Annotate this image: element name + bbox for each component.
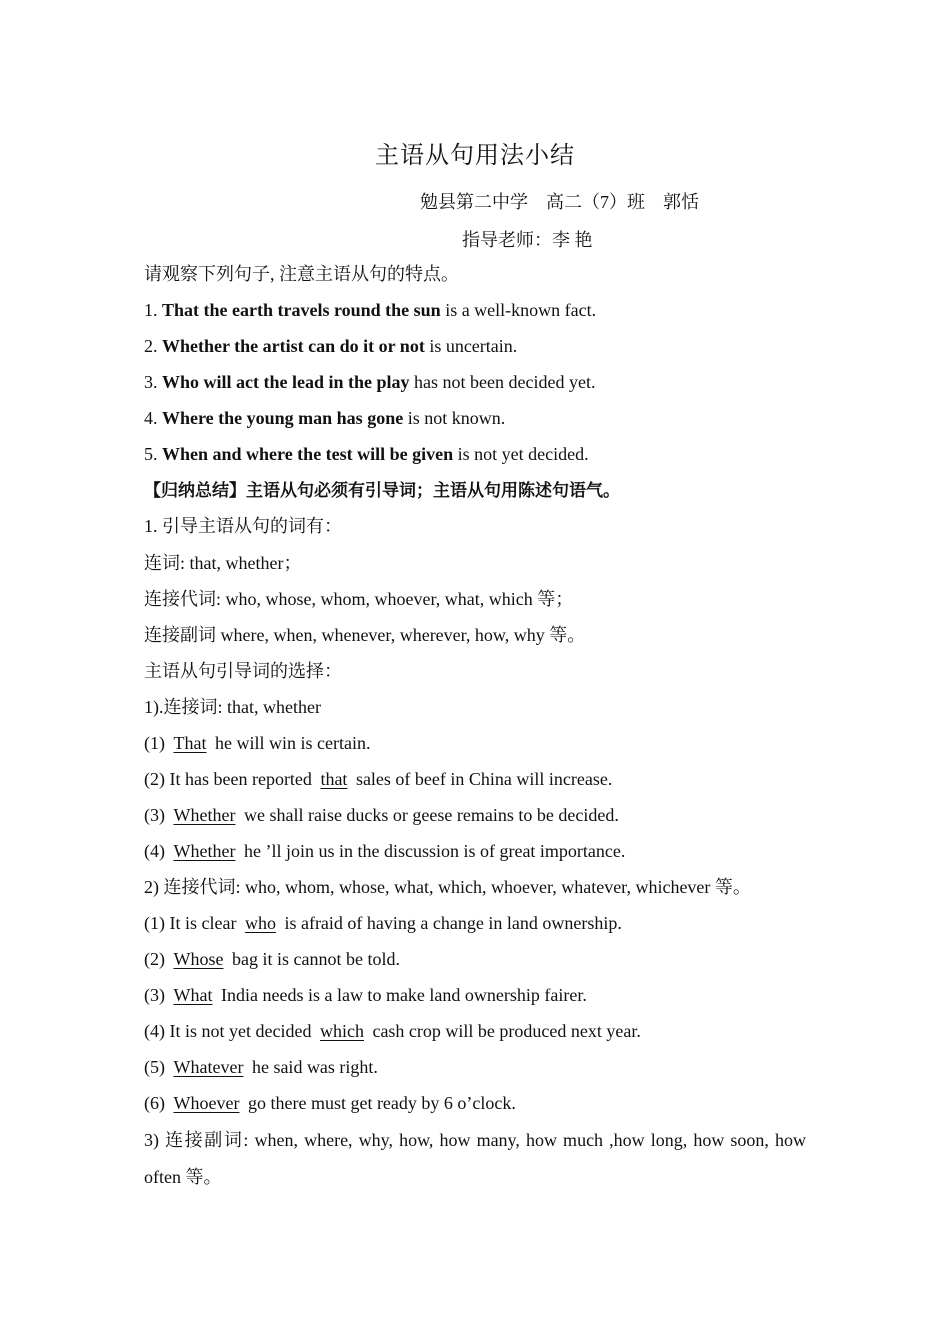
example-clause: Where the young man has gone — [162, 408, 404, 428]
summary-heading: 【归纳总结】主语从句必须有引导词；主语从句用陈述句语气。 — [144, 481, 620, 501]
exercise-item — [144, 803, 619, 827]
example-sentence — [144, 298, 596, 322]
exercise-item — [144, 911, 622, 935]
conjunctions: 连词: that, whether； — [144, 553, 302, 573]
answer-blank: That — [173, 733, 207, 753]
exercise-item — [144, 947, 400, 971]
item-prefix: (1) — [144, 733, 170, 753]
example-clause: That the earth travels round the sun — [162, 300, 441, 320]
example-sentence — [144, 334, 517, 358]
section-1-header: 1).连接词: that, whether — [144, 697, 321, 717]
item-suffix: is afraid of having a change in land ownership. — [279, 913, 622, 933]
answer-blank: Whoever — [173, 1093, 240, 1113]
example-number: 2. — [144, 336, 162, 356]
answer-blank: Whether — [173, 841, 236, 861]
item-prefix: (2) — [144, 949, 170, 969]
exercise-item — [144, 983, 587, 1007]
item-suffix: he said was right. — [247, 1057, 378, 1077]
exercise-item — [144, 1091, 516, 1115]
item-suffix: sales of beef in China will increase. — [351, 769, 613, 789]
example-rest: is a well-known fact. — [440, 300, 597, 320]
example-clause: Who will act the lead in the play — [162, 372, 410, 392]
example-sentence — [144, 370, 595, 394]
example-clause: When and where the test will be given — [162, 444, 454, 464]
example-rest: has not been decided yet. — [409, 372, 596, 392]
item-suffix: he ’ll join us in the discussion is of great importance. — [239, 841, 626, 861]
item-suffix: go there must get ready by 6 o’clock. — [243, 1093, 516, 1113]
exercise-item — [144, 839, 625, 863]
answer-blank: What — [173, 985, 213, 1005]
exercise-item — [144, 1055, 378, 1079]
item-suffix: India needs is a law to make land ownership fairer. — [216, 985, 587, 1005]
answer-blank: Whether — [173, 805, 236, 825]
example-sentence — [144, 442, 589, 466]
example-number: 4. — [144, 408, 162, 428]
example-number: 3. — [144, 372, 162, 392]
item-suffix: bag it is cannot be told. — [227, 949, 400, 969]
example-clause: Whether the artist can do it or not — [162, 336, 425, 356]
item-prefix: (4) It is not yet decided — [144, 1021, 316, 1041]
answer-blank: that — [320, 769, 348, 789]
example-sentence — [144, 406, 505, 430]
item-suffix: cash crop will be produced next year. — [367, 1021, 641, 1041]
answer-blank: which — [319, 1021, 364, 1041]
author-line: 勉县第二中学 高二（7）班 郭恬 — [420, 192, 699, 212]
item-suffix: he will win is certain. — [210, 733, 371, 753]
item-prefix: (3) — [144, 985, 170, 1005]
choice-heading: 主语从句引导词的选择： — [144, 661, 342, 681]
answer-blank: Whatever — [173, 1057, 244, 1077]
example-rest: is not known. — [403, 408, 506, 428]
section-3-header: 3) 连接副词: when, where, why, how, how many, how much ,how long, how soon, how often 等。 — [144, 1130, 806, 1187]
example-rest: is uncertain. — [424, 336, 518, 356]
item-prefix: (4) — [144, 841, 170, 861]
example-number: 1. — [144, 300, 162, 320]
answer-blank: who — [244, 913, 276, 933]
answer-blank: Whose — [173, 949, 224, 969]
item-prefix: (6) — [144, 1093, 170, 1113]
conjunctive-adverbs: 连接副词 where, when, whenever, wherever, how, why 等。 — [144, 625, 586, 645]
exercise-item — [144, 731, 370, 755]
intro-words: 1. 引导主语从句的词有： — [144, 516, 342, 536]
item-prefix: (1) It is clear — [144, 913, 241, 933]
conjunctive-pronouns: 连接代词: who, whose, whom, whoever, what, which 等； — [144, 589, 574, 609]
item-suffix: we shall raise ducks or geese remains to be decided. — [239, 805, 619, 825]
document-title: 主语从句用法小结 — [375, 143, 575, 169]
item-prefix: (5) — [144, 1057, 170, 1077]
exercise-item — [144, 767, 612, 791]
teacher-line: 指导老师：李 艳 — [462, 230, 593, 250]
exercise-item — [144, 1019, 641, 1043]
item-prefix: (3) — [144, 805, 170, 825]
section-2-header: 2) 连接代词: who, whom, whose, what, which, whoever, whatever, whichever 等。 — [144, 877, 751, 897]
example-rest: is not yet decided. — [453, 444, 589, 464]
example-number: 5. — [144, 444, 162, 464]
item-prefix: (2) It has been reported — [144, 769, 317, 789]
intro-text: 请观察下列句子, 注意主语从句的特点。 — [144, 264, 459, 284]
